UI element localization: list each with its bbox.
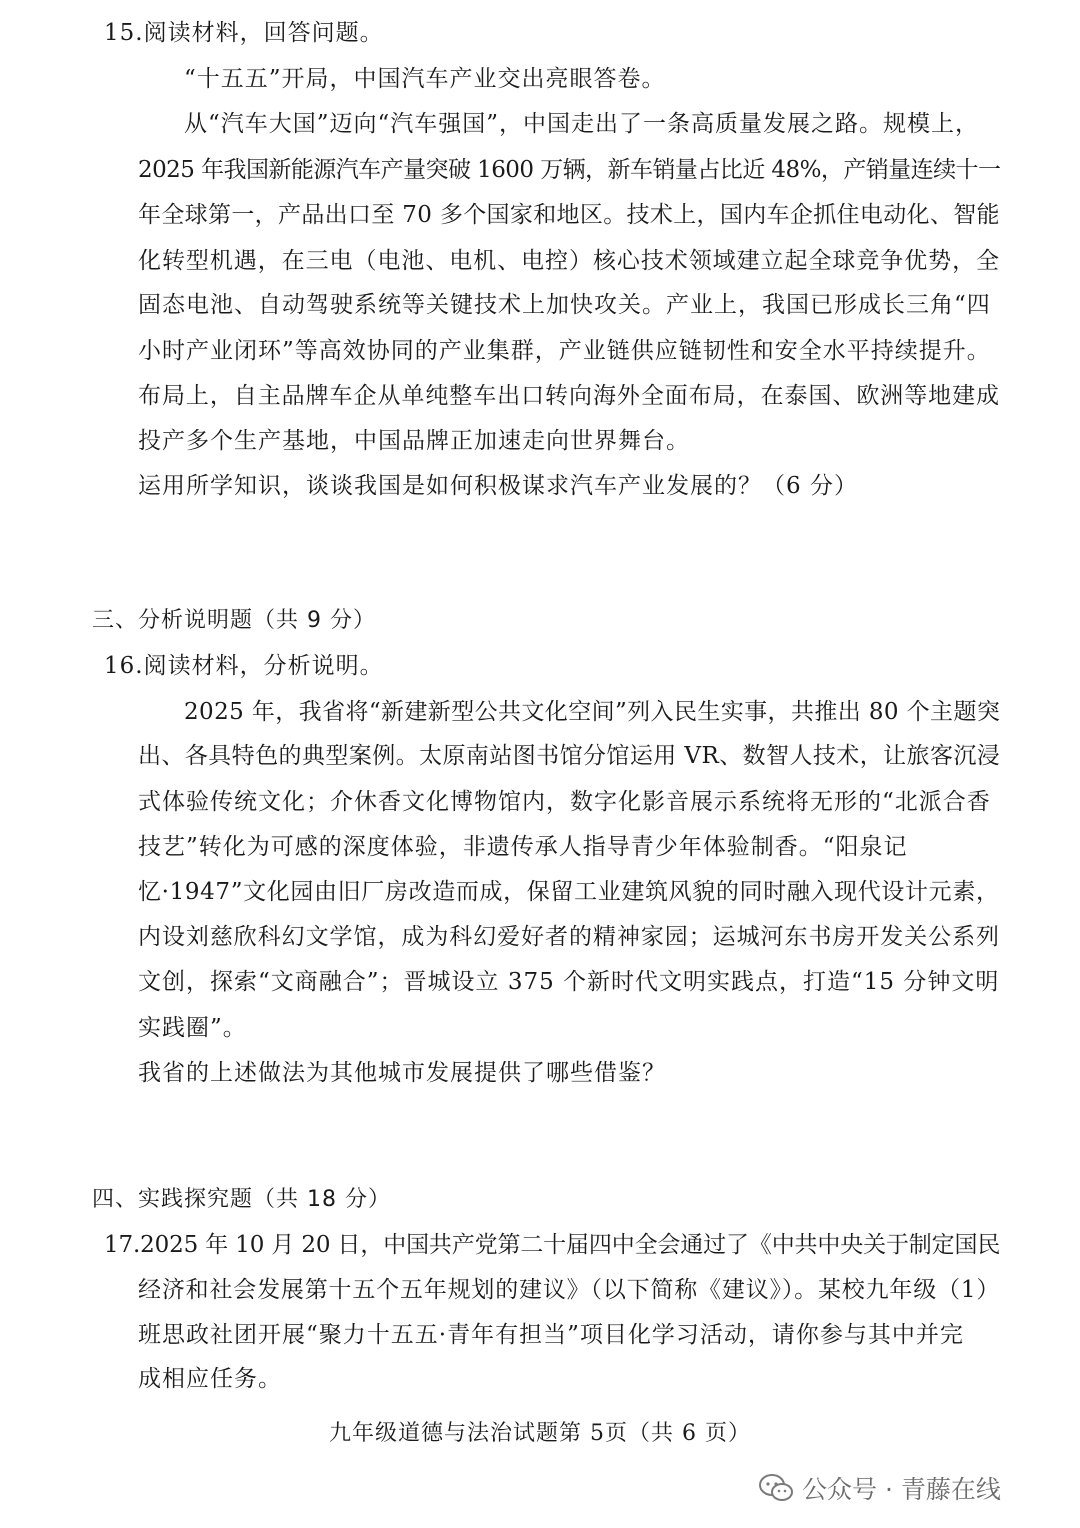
- watermark: [758, 1468, 1001, 1508]
- q16-para-line: 技艺”转化为可感的深度体验，非遗传承人指导青少年体验制香。“阳泉记: [138, 834, 908, 860]
- q15-para-line: 固态电池、自动驾驶系统等关键技术上加快攻关。产业上，我国已形成长三角“四: [138, 292, 991, 318]
- q17-line: 班思政社团开展“聚力十五五·青年有担当”项目化学习活动，请你参与其中并完: [138, 1322, 964, 1348]
- q16-para-line: 文创，探索“文商融合”；晋城设立 375 个新时代文明实践点，打造“15 分钟文明: [138, 969, 1000, 995]
- q16-para-line: 忆·1947”文化园由旧厂房改造而成，保留工业建筑风貌的同时融入现代设计元素，: [138, 879, 1000, 905]
- q16-para-line: 2025 年，我省将“新建新型公共文化空间”列入民生实事，共推出 80 个主题突: [184, 699, 1001, 725]
- q15-para-line: 小时产业闭环”等高效协同的产业集群，产业链供应链韧性和安全水平持续提升。: [138, 338, 991, 364]
- q15-para-line: 布局上，自主品牌车企从单纯整车出口转向海外全面布局，在泰国、欧洲等地建成: [138, 383, 1000, 409]
- q15-title: “十五五”开局，中国汽车产业交出亮眼答卷。: [184, 66, 666, 92]
- page-footer: 九年级道德与法治试题第 5页（共 6 页）: [329, 1421, 751, 1446]
- q15-para-line: 投产多个生产基地，中国品牌正加速走向世界舞台。: [138, 428, 690, 454]
- wechat-icon: [758, 1473, 794, 1503]
- q15-para-line: 2025 年我国新能源汽车产量突破 1600 万辆，新车销量占比近 48%，产销量连续十一: [138, 157, 1001, 183]
- q16-para-line: 出、各具特色的典型案例。太原南站图书馆分馆运用 VR、数智人技术，让旅客沉浸: [138, 743, 1001, 769]
- q15-question: 运用所学知识，谈谈我国是如何积极谋求汽车产业发展的？（6 分）: [138, 473, 858, 499]
- q15-number-line: 15.阅读材料，回答问题。: [104, 20, 384, 46]
- q16-para-line: 式体验传统文化；介休香文化博物馆内，数字化影音展示系统将无形的“北派合香: [138, 789, 991, 815]
- q15-para-line: 化转型机遇，在三电（电池、电机、电控）核心技术领域建立起全球竞争优势，全: [138, 248, 1000, 274]
- q16-para-line: 内设刘慈欣科幻文学馆，成为科幻爱好者的精神家园；运城河东书房开发关公系列: [138, 924, 1000, 950]
- section4-heading: 四、实践探究题（共 18 分）: [92, 1187, 391, 1212]
- q15-para-line: 年全球第一，产品出口至 70 多个国家和地区。技术上，国内车企抓住电动化、智能: [138, 202, 1000, 228]
- q16-para-line: 实践圈”。: [138, 1015, 247, 1041]
- q16-question: 我省的上述做法为其他城市发展提供了哪些借鉴？: [138, 1060, 666, 1086]
- watermark-text: 公众号 · 青藤在线: [802, 1475, 1001, 1504]
- q17-line: 经济和社会发展第十五个五年规划的建议》（以下简称《建议》）。某校九年级（1）: [138, 1277, 1001, 1303]
- section3-heading: 三、分析说明题（共 9 分）: [92, 608, 376, 633]
- q17-line: 17.2025 年 10 月 20 日，中国共产党第二十届四中全会通过了《中共中央关于制定国民: [104, 1232, 1001, 1258]
- q17-line: 成相应任务。: [138, 1366, 282, 1392]
- q16-number-line: 16.阅读材料，分析说明。: [104, 653, 384, 679]
- q15-para-line: 从“汽车大国”迈向“汽车强国”，中国走出了一条高质量发展之路。规模上，: [184, 111, 980, 137]
